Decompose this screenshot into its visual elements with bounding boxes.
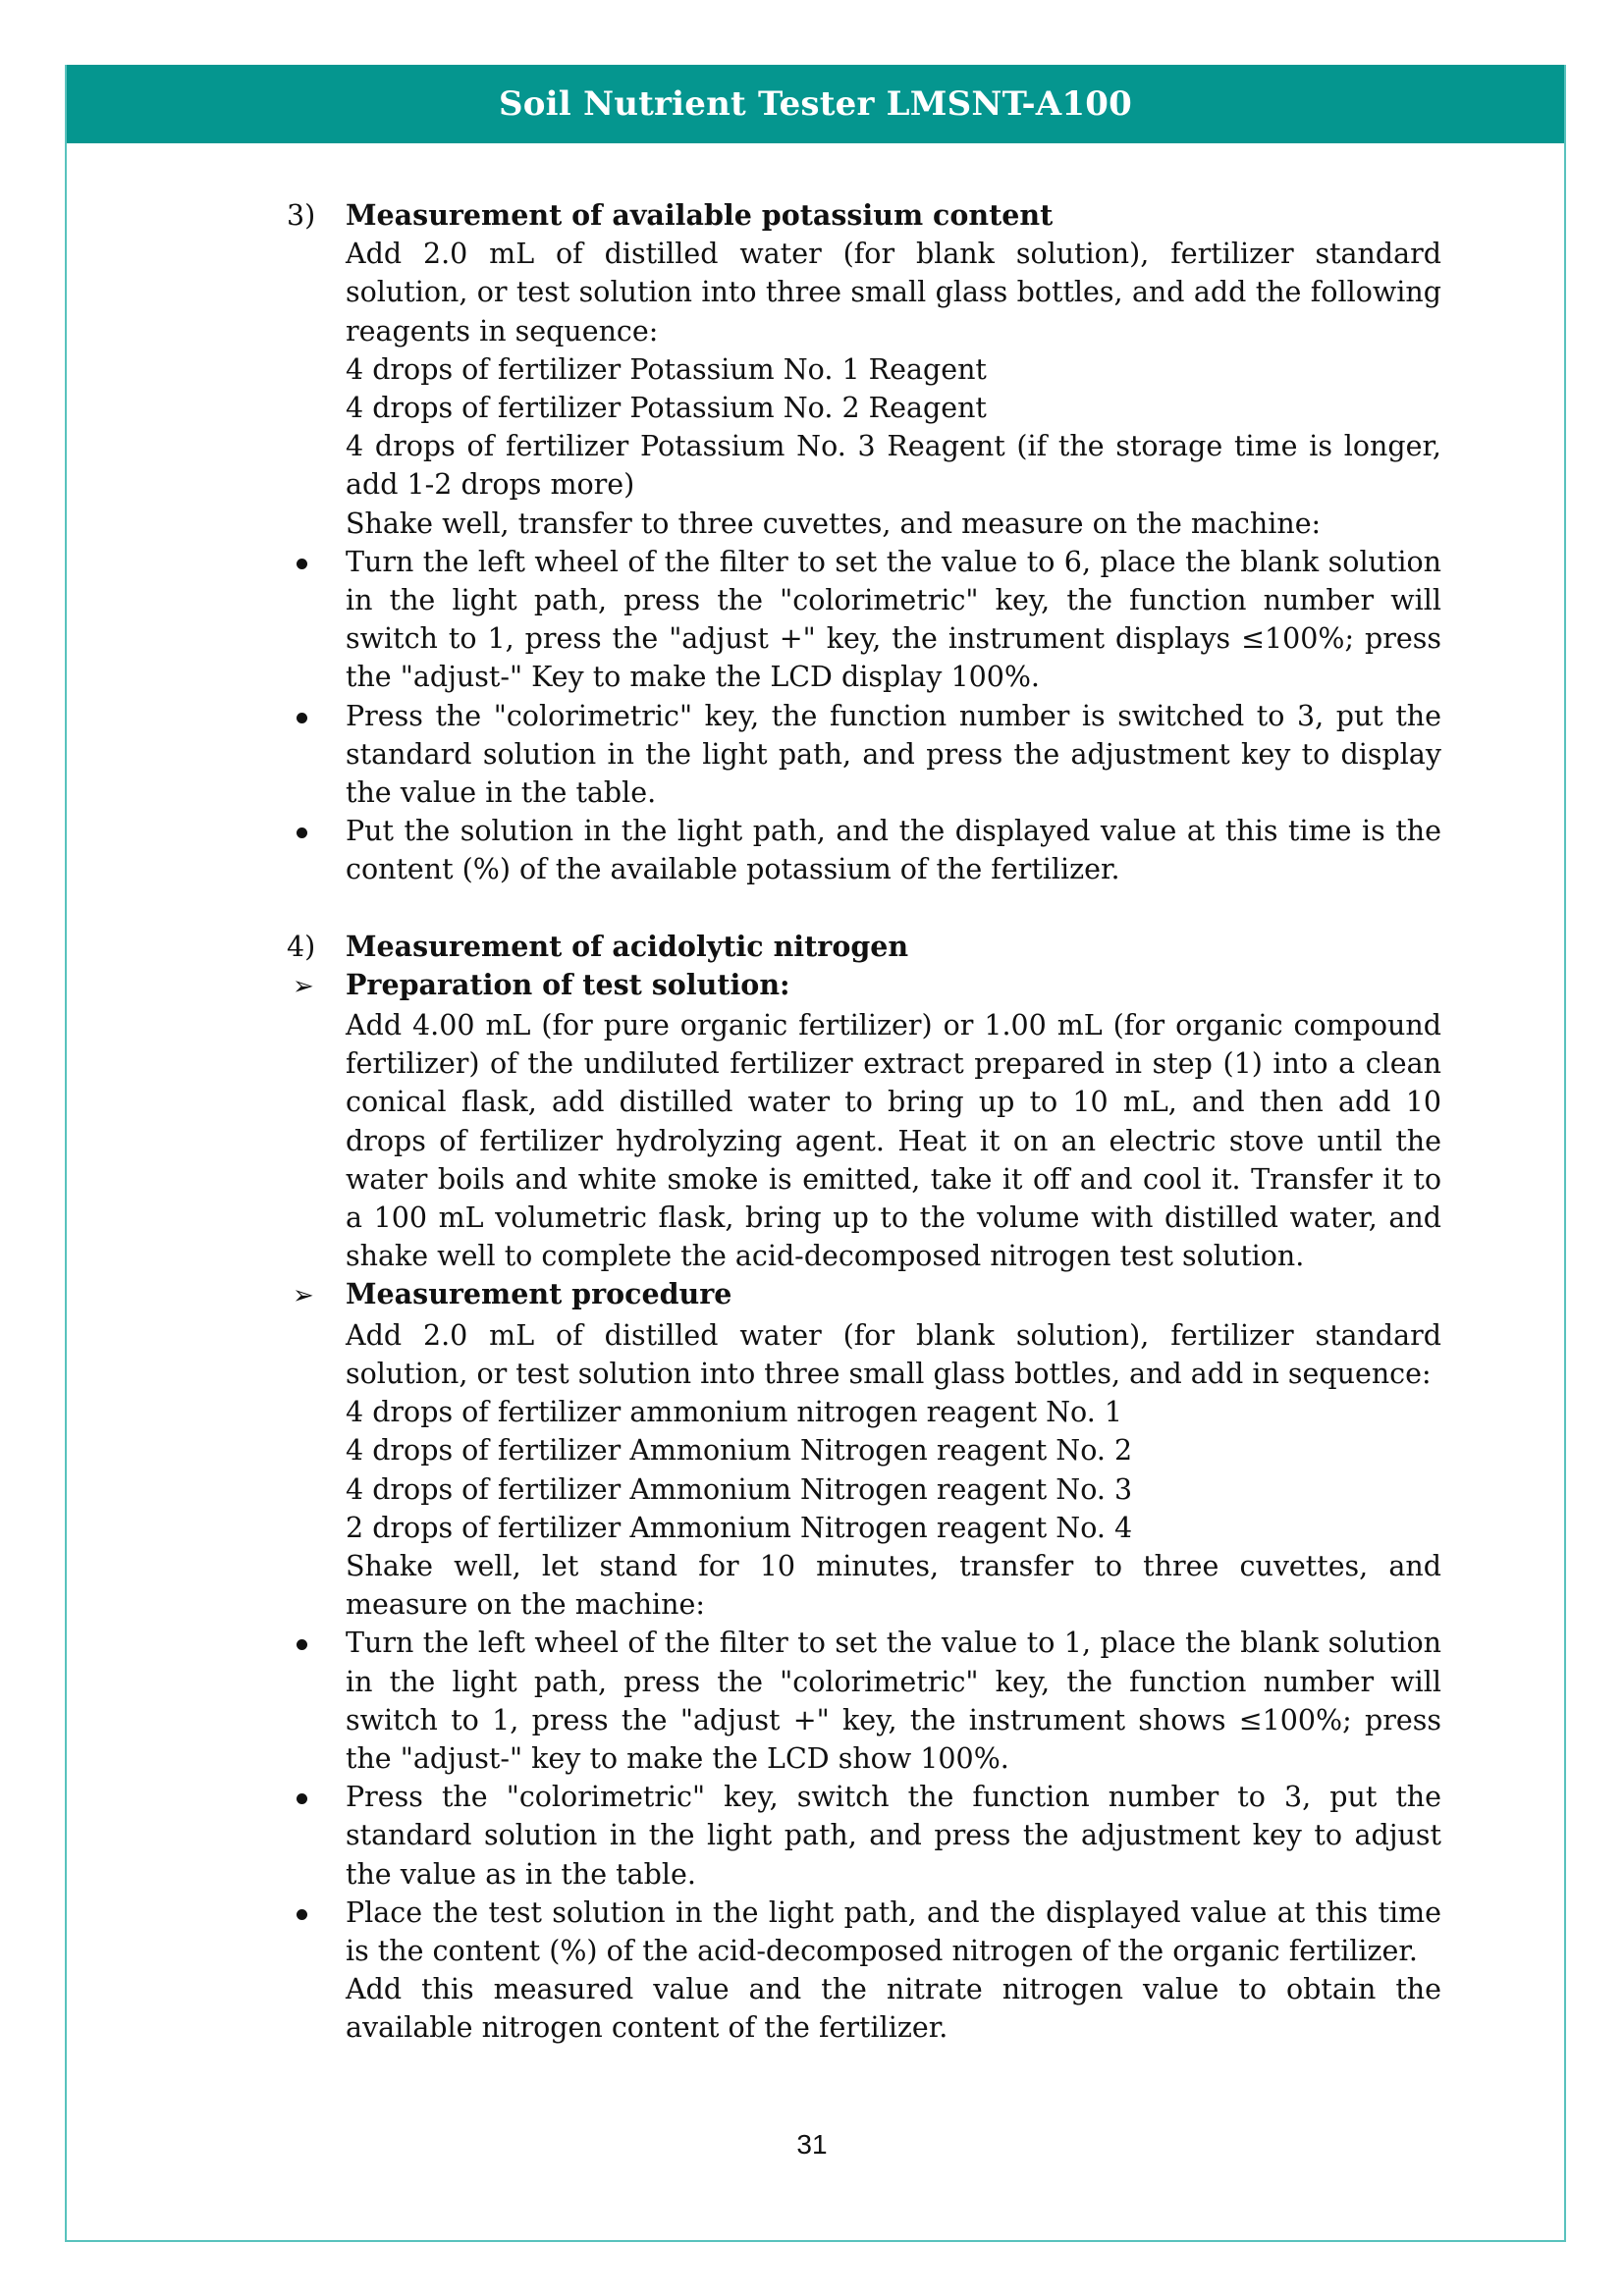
arrow-bullet-icon: ➢ (293, 971, 314, 1001)
reagent-line: 2 drops of fertilizer Ammonium Nitrogen reagent No. 4 (346, 1511, 1133, 1544)
bullet-text: Place the test solution in the light path, and the displayed value at this time is the content (%) of the acid-decomposed nitrogen of the organic fertilizer. (346, 1896, 1441, 1967)
bullet-item (287, 812, 1441, 888)
arrow-bullet-icon: ➢ (293, 1281, 314, 1311)
reagent-line: 4 drops of fertilizer Ammonium Nitrogen reagent No. 2 (346, 1434, 1133, 1468)
shake-instruction: Shake well, let stand for 10 minutes, transfer to three cuvettes, and measure on the machine: (346, 1549, 1441, 1622)
preparation-text: Add 4.00 mL (for pure organic fertilizer) or 1.00 mL (for organic compound fertilizer) of the undiluted fertilizer extract prepared in step (1) into a clean conical flask, add distilled water to bring up to 10 mL, and then add 10 drops of fertilizer hydrolyzing agent. Heat it on an electric stove until the water boils and white smoke is emitted, take it off and cool it. Transfer it to a 100 mL volumetric flask, bring up to the volume with distilled water, and shake well to complete the acid-decomposed nitrogen test solution. (346, 1009, 1441, 1273)
reagent-line: 4 drops of fertilizer Ammonium Nitrogen reagent No. 3 (346, 1472, 1133, 1506)
closing-note: Add this measured value and the nitrate nitrogen value to obtain the available nitrogen content of the fertilizer. (346, 1973, 1441, 2045)
subheading-title: Measurement procedure (346, 1277, 732, 1311)
bullet-text: Turn the left wheel of the filter to set the value to 1, place the blank solution in the light path, press the "colorimetric" key, the function number will switch to 1, press the "adjust +" key, the instrument shows ≤100%; press the "adjust-" key to make the LCD show 100%. (346, 1627, 1441, 1775)
bullet-dot-icon (297, 1793, 307, 1804)
spacer (287, 889, 1441, 928)
bullet-text: Press the "colorimetric" key, the function number is switched to 3, put the standard solution in the light path, and press the adjustment key to display the value in the table. (346, 699, 1441, 810)
page-number: 31 (796, 2129, 828, 2160)
document-title: Soil Nutrient Tester LMSNT-A100 (499, 84, 1132, 124)
bullet-dot-icon (297, 1909, 307, 1920)
header-bar (65, 65, 1566, 143)
section-number: 4) (287, 930, 316, 963)
procedure-intro: Add 2.0 mL of distilled water (for blank solution), fertilizer standard solution, or test solution into three small glass bottles, and add in sequence: (346, 1318, 1441, 1390)
subheading-preparation (287, 966, 1441, 1006)
section-3-intro: Add 2.0 mL of distilled water (for blank solution), fertilizer standard solution, or test solution into three small glass bottles, and add the following reagents in sequence: (346, 238, 1441, 347)
reagent-line: 4 drops of fertilizer Potassium No. 1 Reagent (346, 352, 987, 386)
bullet-dot-icon (297, 828, 307, 838)
bullet-dot-icon (297, 713, 307, 723)
bullet-item (287, 697, 1441, 813)
bullet-item (287, 1894, 1441, 1970)
bullet-text: Put the solution in the light path, and the displayed value at this time is the content (%) of the available potassium of the fertilizer. (346, 815, 1441, 886)
bullet-item (287, 1778, 1441, 1894)
bullet-dot-icon (297, 1639, 307, 1650)
shake-instruction: Shake well, transfer to three cuvettes, and measure on the machine: (346, 507, 1322, 540)
section-4-heading (287, 928, 1441, 966)
reagent-line: 4 drops of fertilizer Potassium No. 3 Reagent (if the storage time is longer, add 1-2 drops more) (346, 430, 1441, 502)
bullet-item (287, 543, 1441, 697)
reagent-line: 4 drops of fertilizer Potassium No. 2 Reagent (346, 392, 987, 425)
reagent-line: 4 drops of fertilizer ammonium nitrogen reagent No. 1 (346, 1396, 1122, 1429)
section-title: Measurement of acidolytic nitrogen (346, 929, 909, 963)
subheading-procedure (287, 1275, 1441, 1315)
section-number: 3) (287, 199, 316, 232)
subheading-title: Preparation of test solution: (346, 967, 790, 1001)
page-content (287, 196, 1441, 2048)
section-3-heading (287, 196, 1441, 235)
section-title: Measurement of available potassium content (346, 198, 1054, 232)
bullet-dot-icon (297, 559, 307, 569)
bullet-item (287, 1624, 1441, 1778)
bullet-text: Turn the left wheel of the filter to set the value to 6, place the blank solution in the light path, press the "colorimetric" key, the function number will switch to 1, press the "adjust +" key, the instrument displays ≤100%; press the "adjust-" Key to make the LCD display 100%. (346, 545, 1441, 694)
bullet-text: Press the "colorimetric" key, switch the function number to 3, put the standard solution in the light path, and press the adjustment key to adjust the value as in the table. (346, 1781, 1441, 1891)
